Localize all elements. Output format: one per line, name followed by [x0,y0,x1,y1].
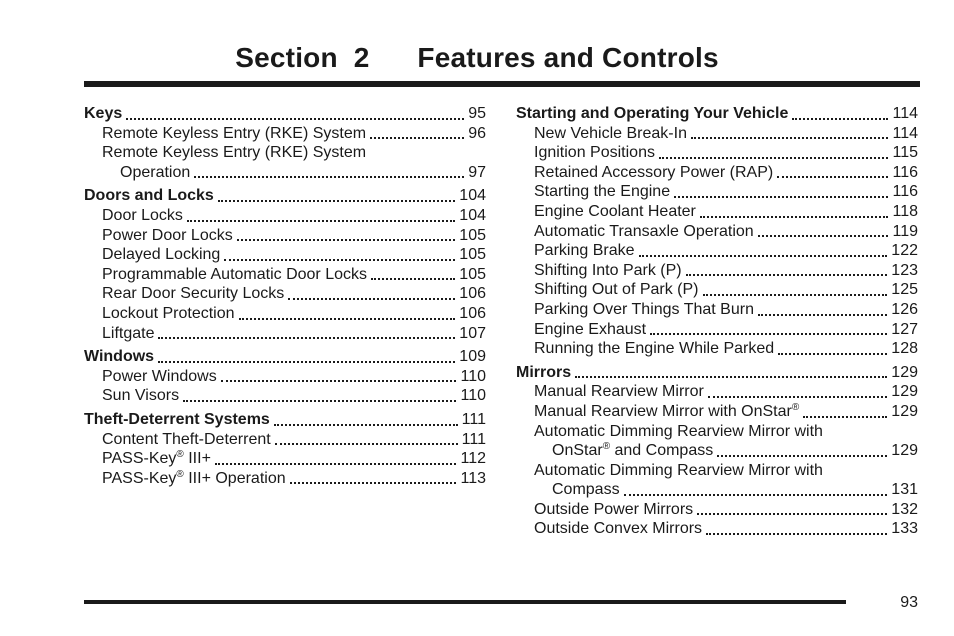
dot-leader [706,533,887,535]
dot-leader [215,463,457,465]
dot-leader [158,361,455,363]
dot-leader [371,278,455,280]
toc-entry-text: PASS-Key [102,450,177,468]
toc-left-column [84,104,486,492]
toc-entry[interactable] [516,163,918,183]
toc-page-number: 95 [468,105,486,122]
dot-leader [758,235,889,237]
dot-leader [239,318,456,320]
toc-entry-text: Rear Door Security Locks [102,285,285,303]
toc-entry-label [534,261,682,281]
toc-entry-label [534,143,655,163]
toc-entry-label [534,382,704,402]
toc-entry[interactable] [84,386,486,406]
toc-entry-text: Shifting Out of Park (P) [534,281,699,299]
toc-page-number: 129 [891,383,918,401]
toc-page-number: 105 [459,265,486,283]
toc-entry[interactable] [516,339,918,359]
toc-entry-text: New Vehicle Break-In [534,124,687,142]
dot-leader [717,455,887,457]
toc-heading-label: Mirrors [516,363,572,381]
toc-entry-label [102,143,366,163]
toc-page-number: 111 [461,430,486,448]
footer-rule [84,600,846,604]
toc-entry-text: Manual Rearview Mirror with OnStar [534,402,792,420]
toc-entry-text: Engine Coolant Heater [534,202,696,220]
toc-entry-label [534,241,635,261]
toc-page-number: 107 [459,324,486,342]
toc-page-number: 111 [461,410,486,428]
toc-entry-text: Shifting Into Park (P) [534,261,682,279]
toc-entry-label [102,386,179,406]
toc-page-number: 110 [460,387,486,405]
toc-entry[interactable] [516,320,918,340]
toc-entry-text: Parking Over Things That Burn [534,300,754,318]
toc-page-number: 113 [460,469,486,487]
toc-page-number: 109 [459,348,486,366]
toc-entry-label [534,461,823,481]
registered-mark: ® [176,468,184,480]
page-number: 93 [900,594,918,611]
toc-entry-text: Liftgate [102,324,155,342]
toc-entry-label [534,500,693,520]
dot-leader [218,200,455,202]
toc-entry-text-after: III+ Operation [183,469,286,487]
dot-leader [126,118,464,120]
toc-section [84,186,486,343]
toc-page-number: 129 [891,363,918,381]
toc-entry[interactable] [84,430,486,450]
toc-entry-label [102,284,284,304]
toc-page-number: 116 [892,163,918,181]
toc-page-number: 125 [891,281,918,299]
toc-entry-text: Delayed Locking [102,246,221,264]
toc-entry-label [102,469,286,489]
toc-entry-label [552,480,620,500]
toc-page-number: 97 [468,163,486,181]
registered-mark: ® [602,441,611,453]
dot-leader [183,400,456,402]
toc-page-number: 115 [892,144,918,162]
toc-page-number: 129 [891,442,918,460]
toc-page-number: 128 [891,340,918,358]
dot-leader [639,255,888,257]
toc-entry[interactable] [84,469,486,489]
toc-entry[interactable] [516,500,918,520]
toc-entry[interactable] [516,241,918,261]
toc-page-number: 114 [892,124,918,142]
toc-entry[interactable] [516,202,918,222]
toc-entry-text: Parking Brake [534,242,635,260]
toc-page-number: 127 [891,320,918,338]
toc-entry-label [102,124,366,144]
toc-entry[interactable] [84,143,486,163]
toc-entry-text: Power Windows [102,367,217,385]
toc-entry-text: OnStar [552,442,603,460]
dot-leader [697,513,887,515]
dot-leader [370,137,464,139]
toc-entry[interactable] [516,422,918,442]
toc-entry-text: Programmable Automatic Door Locks [102,265,367,283]
toc-entry-text: Running the Engine While Parked [534,340,775,358]
title-rule [84,81,920,87]
toc-entry[interactable] [516,519,918,539]
toc-entry-label [120,163,190,183]
dot-leader [700,216,889,218]
dot-leader [187,220,455,222]
toc-page-number: 126 [891,300,918,318]
toc-entry-label [552,441,713,461]
toc-heading[interactable] [516,363,918,383]
toc-entry-text-after: and Compass [610,442,714,460]
toc-entry-text: Remote Keyless Entry (RKE) System [102,124,367,142]
toc-page-number: 104 [459,187,486,205]
toc-section [516,104,918,359]
toc-page-number: 106 [459,285,486,303]
dot-leader [708,396,887,398]
dot-leader [792,118,888,120]
toc-entry[interactable] [516,261,918,281]
toc-entry-label [102,449,211,469]
toc-entry-continuation[interactable] [84,163,486,183]
toc-page-number: 110 [460,367,486,385]
toc-entry-label [534,182,670,202]
toc-entry-label [534,124,687,144]
toc-entry-text: Sun Visors [102,387,180,405]
toc-entry-label [102,245,220,265]
toc-entry-text: PASS-Key [102,469,177,487]
toc-entry-text: Automatic Dimming Rearview Mirror with [534,461,823,479]
dot-leader [274,424,458,426]
toc-entry-continuation[interactable] [516,441,918,461]
dot-leader [703,294,888,296]
toc-entry-text: Power Door Locks [102,226,233,244]
toc-heading[interactable] [84,410,486,430]
toc-entry-label [534,163,773,183]
dot-leader [777,176,888,178]
toc-heading[interactable] [84,186,486,206]
toc-heading-label: Starting and Operating Your Vehicle [516,105,789,122]
toc-entry[interactable] [516,382,918,402]
dot-leader [194,176,464,178]
toc-entry-text: Remote Keyless Entry (RKE) System [102,144,367,162]
toc-entry-continuation[interactable] [516,480,918,500]
toc-entry[interactable] [84,449,486,469]
toc-entry-label [102,265,367,285]
dot-leader [674,196,888,198]
toc-entry-text: Operation [120,163,191,181]
toc-entry-text: Compass [552,481,620,499]
toc-entry-text: Ignition Positions [534,144,655,162]
dot-leader [691,137,889,139]
toc-entry-label [102,226,233,246]
toc-page-number: 132 [891,500,918,518]
toc-section [84,104,486,182]
toc-section [516,363,918,539]
toc-page-number: 119 [892,222,918,240]
toc-entry[interactable] [84,206,486,226]
toc-page-number: 104 [459,206,486,224]
toc-heading[interactable] [516,104,918,124]
toc-entry[interactable] [516,143,918,163]
toc-entry-label [534,320,646,340]
toc-entry[interactable] [516,182,918,202]
toc-entry[interactable] [516,461,918,481]
toc-entry[interactable] [516,300,918,320]
section-title: Section 2 Features and Controls [235,42,719,73]
toc-entry[interactable] [84,226,486,246]
toc-section [84,410,486,488]
registered-mark: ® [176,449,184,461]
dot-leader [221,380,457,382]
dot-leader [778,353,887,355]
toc-entry-label [102,304,235,324]
dot-leader [224,259,455,261]
dot-leader [290,482,457,484]
toc-entry[interactable] [84,245,486,265]
toc-entry-label [102,367,217,387]
toc-page-number: 116 [892,183,918,201]
toc-entry-label [534,222,754,242]
toc-entry-text: Door Locks [102,206,183,224]
toc-entry[interactable] [516,222,918,242]
toc-entry-label [534,202,696,222]
toc-entry-text: Outside Power Mirrors [534,500,694,518]
toc-page-number: 96 [468,124,486,142]
dot-leader [237,239,456,241]
toc-entry-text: Manual Rearview Mirror [534,383,704,401]
toc-entry[interactable] [84,324,486,344]
toc-heading-label: Doors and Locks [84,187,214,205]
toc-entry-text: Lockout Protection [102,304,235,322]
toc-entry-label [102,324,154,344]
toc-entry-label [534,402,799,422]
toc-page-number: 122 [891,242,918,260]
toc-entry[interactable] [84,265,486,285]
dot-leader [650,333,887,335]
toc-right-column [516,104,918,543]
toc-entry-text: Retained Accessory Power (RAP) [534,163,774,181]
dot-leader [758,314,887,316]
toc-entry[interactable] [516,402,918,422]
toc-entry-text: Outside Convex Mirrors [534,520,703,538]
toc-entry-label [534,280,699,300]
toc-page-number: 123 [891,261,918,279]
toc-page-number: 112 [460,450,486,468]
toc-entry-text-after: III+ [183,450,211,468]
dot-leader [158,337,455,339]
toc-entry-label [102,206,183,226]
toc-entry-text: Engine Exhaust [534,320,647,338]
toc-entry-text: Automatic Transaxle Operation [534,222,754,240]
toc-heading[interactable] [84,347,486,367]
toc-heading-label: Keys [84,105,123,122]
toc-page-number: 105 [459,226,486,244]
toc-entry[interactable] [84,284,486,304]
toc-entry-text: Automatic Dimming Rearview Mirror with [534,422,823,440]
toc-entry[interactable] [516,280,918,300]
dot-leader [659,157,889,159]
dot-leader [288,298,455,300]
toc-entry-label [534,300,754,320]
toc-section [84,347,486,406]
toc-page-number: 131 [891,481,918,499]
dot-leader [575,376,887,378]
toc-entry-label [102,430,271,450]
dot-leader [803,416,887,418]
dot-leader [624,494,888,496]
toc-entry-label [534,339,774,359]
toc-entry-text: Starting the Engine [534,183,671,201]
toc-entry[interactable] [516,124,918,144]
dot-leader [686,274,888,276]
toc-page-number: 118 [892,202,918,220]
toc-heading-label: Windows [84,348,155,366]
toc-page-number: 106 [459,304,486,322]
toc-entry-label [534,422,823,442]
toc-entry[interactable] [84,304,486,324]
toc-page-number: 129 [891,402,918,420]
toc-entry[interactable] [84,367,486,387]
toc-entry[interactable] [84,124,486,144]
toc-entry-label [534,519,702,539]
toc-entry-text: Content Theft-Deterrent [102,430,271,448]
registered-mark: ® [791,401,800,413]
dot-leader [275,443,458,445]
toc-page-number: 114 [892,105,918,122]
toc-page-number: 105 [459,246,486,264]
toc-page-number: 133 [891,520,918,538]
toc-heading[interactable] [84,104,486,124]
toc-heading-label: Theft-Deterrent Systems [84,410,270,428]
